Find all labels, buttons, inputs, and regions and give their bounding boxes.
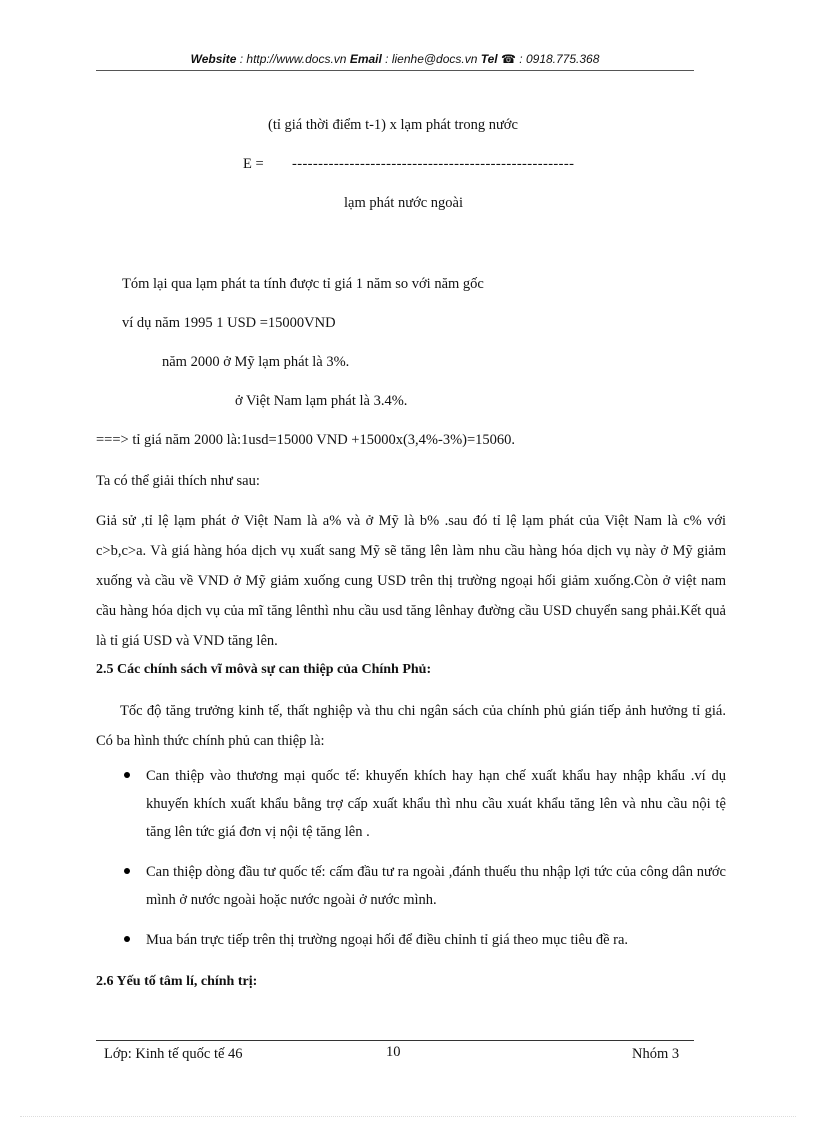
formula-lhs: E = <box>243 156 264 172</box>
section-2-6-heading: 2.6 Yếu tố tâm lí, chính trị: <box>96 974 258 989</box>
email-label: Email <box>349 52 382 66</box>
list-item-text: Can thiệp dòng đầu tư quốc tế: cấm đầu tư ra ngoài ,đánh thuếu thu nhập lợi tức của công dân nước mình ở nước ngoài hoặc nước ngoài ở nước mình. <box>146 864 726 908</box>
list-item <box>96 858 726 914</box>
tel-value: : 0918.775.368 <box>519 52 600 66</box>
result-text: tỉ giá năm 2000 là:1usd=15000 VND +15000x(3,4%-3%)=15060. <box>128 432 516 448</box>
list-item <box>96 762 726 846</box>
summary-line: Tóm lại qua lạm phát ta tính được tỉ giá 1 năm so với năm gốc <box>122 276 484 292</box>
section-2-5-heading: 2.5 Các chính sách vĩ môvà sự can thiệp của Chính Phủ: <box>96 662 432 677</box>
example-line-1995: ví dụ năm 1995 1 USD =15000VND <box>122 315 336 331</box>
page-header <box>96 52 694 66</box>
list-item <box>96 926 726 954</box>
page-bottom-edge <box>20 1116 796 1117</box>
list-item-text: Mua bán trực tiếp trên thị trường ngoại hối để điều chỉnh tỉ giá theo mục tiêu đề ra. <box>146 932 629 948</box>
example-result <box>96 431 515 449</box>
website-label: Website <box>190 52 237 66</box>
example-line-vn-inflation: ở Việt Nam lạm phát là 3.4%. <box>235 393 408 409</box>
arrow-symbol: ===> <box>96 432 129 448</box>
bullet-icon <box>124 868 130 874</box>
intervention-list <box>96 762 726 954</box>
bullet-icon <box>124 772 130 778</box>
explain-intro: Ta có thể giải thích như sau: <box>96 473 260 489</box>
website-link[interactable]: : http://www.docs.vn <box>239 52 347 66</box>
footer-class-name: Lớp: Kinh tế quốc tế 46 <box>104 1046 243 1062</box>
formula-denominator: lạm phát nước ngoài <box>344 195 464 211</box>
tel-label: Tel <box>480 52 498 66</box>
explain-paragraph: Giả sử ,tỉ lệ lạm phát ở Việt Nam là a% và ở Mỹ là b% .sau đó tỉ lệ lạm phát của Việt Nam là c% với c>b,c>a. Và giá hàng hóa dịch vụ xuất sang Mỹ sẽ tăng lên làm nhu cầu hàng hóa dịch vụ này ở Mỹ giảm xuống và cầu về VND ở Mỹ giảm xuống cung USD trên thị trường ngoại hối giảm xuống.Còn ở việt nam cầu hàng hóa dịch vụ của mĩ tăng lênthì nhu cầu usd tăng lênhay đường cầu USD chuyển sang phải.Kết quả là tỉ giá USD và VND tăng lên. <box>96 513 726 649</box>
formula-numerator: (tỉ giá thời điểm t-1) x lạm phát trong nước <box>268 117 518 133</box>
header-divider <box>96 70 694 71</box>
list-item-text: Can thiệp vào thương mại quốc tế: khuyến khích hay hạn chế xuất khẩu hay nhập khẩu .ví dụ khuyến khích xuất khẩu bằng trợ cấp xuất khẩu thì nhu cầu xuát khẩu tăng lên và nhu cầu nội tệ tăng lên tức giá đơn vị nội tệ tăng lên . <box>146 768 726 840</box>
section-2-5-paragraph: Tốc độ tăng trưởng kinh tế, thất nghiệp và thu chi ngân sách của chính phủ gián tiếp ảnh hưởng tỉ giá. Có ba hình thức chính phủ can thiệp là: <box>96 703 726 749</box>
footer-divider <box>96 1040 694 1041</box>
page-number: 10 <box>386 1044 401 1060</box>
example-line-us-inflation: năm 2000 ở Mỹ lạm phát là 3%. <box>162 354 350 370</box>
footer-group-name: Nhóm 3 <box>632 1046 680 1062</box>
formula-fraction-bar: ------------------------------------------------------ <box>292 156 575 172</box>
bullet-icon <box>124 936 130 942</box>
telephone-icon: ☎ <box>501 52 516 66</box>
email-link[interactable]: : lienhe@docs.vn <box>385 52 478 66</box>
